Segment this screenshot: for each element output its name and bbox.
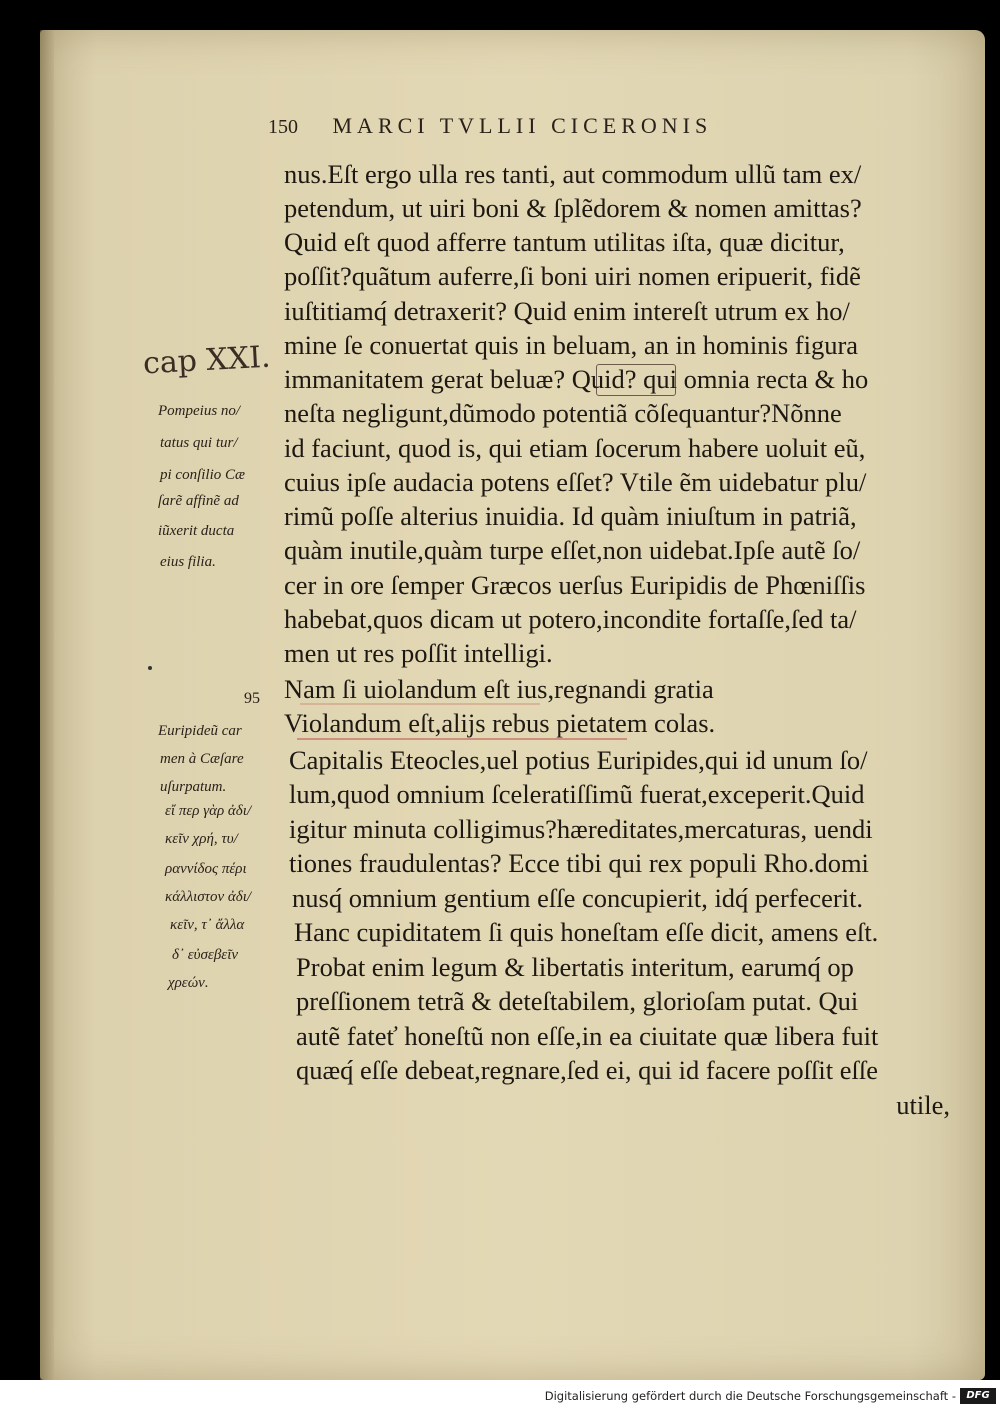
text-line: rimũ poſſe alterius inuidia. Id quàm iniuſtum in patriã,	[284, 501, 857, 531]
ink-dot	[148, 666, 152, 670]
text-line: igitur minuta colligimus?hæreditates,mercaturas, uendi	[289, 814, 873, 844]
text-line: cuius ipſe audacia potens eſſet? Vtile ẽm uidebatur plu/	[284, 467, 867, 497]
text-line: id faciunt, quod is, qui etiam ſocerum habere uoluit eũ,	[284, 433, 866, 463]
text-line: cer in ore ſemper Græcos uerſus Euripidis de Phœniſſis	[284, 570, 866, 600]
text-line: tiones fraudulentas? Ecce tibi qui rex populi Rho.domi	[289, 848, 869, 878]
text-line: poſſit?quãtum auferre,ſi boni uiri nomen eripuerit, fidẽ	[284, 261, 861, 291]
text-line: preſſionem tetrã & deteſtabilem, glorioſam putat. Qui	[296, 986, 859, 1016]
text-line: Quid eſt quod afferre tantum utilitas iſta, quæ dicitur,	[284, 227, 845, 257]
greek-marginal-line: χρεών.	[168, 975, 209, 991]
text-line: nus.Eſt ergo ulla res tanti, aut commodum ullũ tam ex/	[284, 159, 862, 189]
handwritten-chapter-note: cap XXI.	[142, 339, 272, 382]
text-line: lum,quod omnium ſceleratiſſimũ fuerat,exceperit.Quid	[289, 779, 865, 809]
greek-marginal-line: δ᾿ εὐσεβεῖν	[172, 947, 239, 963]
text-line: quàm inutile,quàm turpe eſſet,non uidebat.Ipſe autẽ ſo/	[284, 535, 861, 565]
text-line: mine ſe conuertat quis in beluam, an in hominis figura	[284, 330, 859, 360]
marginal-note-line: ſarẽ affinẽ ad	[158, 493, 239, 509]
marginal-note-line: uſurpatum.	[160, 779, 227, 795]
dfg-logo: DFG	[960, 1388, 996, 1404]
greek-marginal-line: κάλλιστον ἀδι/	[165, 889, 252, 905]
catchword: utile,	[896, 1090, 950, 1120]
marginal-note-line: tatus qui tur/	[160, 435, 238, 451]
marginal-note-line: iũxerit ducta	[158, 523, 235, 539]
marginal-note-line: pi conſilio Cæ	[160, 467, 246, 483]
verse-line: Nam ſi uiolandum eſt ius,regnandi gratia	[284, 674, 714, 704]
running-title: MARCI TVLLII CICERONIS	[332, 113, 713, 138]
text-line: men ut res poſſit intelligi.	[284, 638, 553, 668]
text-line: autẽ fateť honeſtũ non eſſe,in ea ciuitate quæ libera fuit	[296, 1021, 879, 1051]
text-line: iuſtitiamq́ detraxerit? Quid enim intereſt utrum ex ho/	[284, 296, 850, 326]
greek-marginal-line: κεῖν χρή, τυ/	[165, 831, 238, 847]
text-line: petendum, ut uiri boni & ſplẽdorem & nomen amittas?	[284, 193, 862, 223]
funding-credit: Digitalisierung gefördert durch die Deutsche Forschungsgemeinschaft -	[544, 1389, 956, 1403]
text-line: Capitalis Eteocles,uel potius Euripides,qui id unum ſo/	[289, 745, 868, 775]
marginal-number: 95	[244, 690, 260, 707]
greek-marginal-line: ραννίδος πέρι	[165, 861, 247, 877]
page-number: 150	[268, 116, 298, 138]
text-line: nusq́ omnium gentium eſſe concupierit, idq́ perfecerit.	[292, 883, 864, 913]
ink-box-mark	[596, 364, 676, 396]
marginal-note-line: men à Cæſare	[160, 751, 244, 767]
footer-bar	[0, 1380, 1000, 1414]
marginal-note-line: Euripideũ car	[158, 723, 242, 739]
greek-marginal-line: εἴ περ γὰρ ἀδι/	[165, 803, 252, 819]
text-line: Hanc cupiditatem ſi quis honeſtam eſſe dicit, amens eſt.	[294, 917, 879, 947]
text-line: immanitatem gerat beluæ? Quid? qui omnia recta & ho	[284, 364, 869, 394]
page-binding-edge	[40, 30, 54, 1380]
red-underline	[297, 738, 627, 740]
text-line: neſta negligunt,dũmodo potentiã cõſequantur?Nõnne	[284, 398, 842, 428]
text-line: habebat,quos dicam ut potero,incondite fortaſſe,ſed ta/	[284, 604, 857, 634]
marginal-note-line: Pompeius no/	[158, 403, 241, 419]
red-underline	[300, 703, 540, 705]
running-head	[268, 113, 848, 139]
text-line: quæq́ eſſe debeat,regnare,ſed ei, qui id facere poſſit eſſe	[296, 1055, 879, 1085]
marginal-note-line: eius filia.	[160, 554, 216, 570]
greek-marginal-line: κεῖν, τ᾿ ἄλλα	[170, 917, 245, 933]
text-line: Probat enim legum & libertatis interitum, earumq́ op	[296, 952, 854, 982]
verse-line: Violandum eſt,alijs rebus pietatem colas.	[284, 708, 716, 738]
